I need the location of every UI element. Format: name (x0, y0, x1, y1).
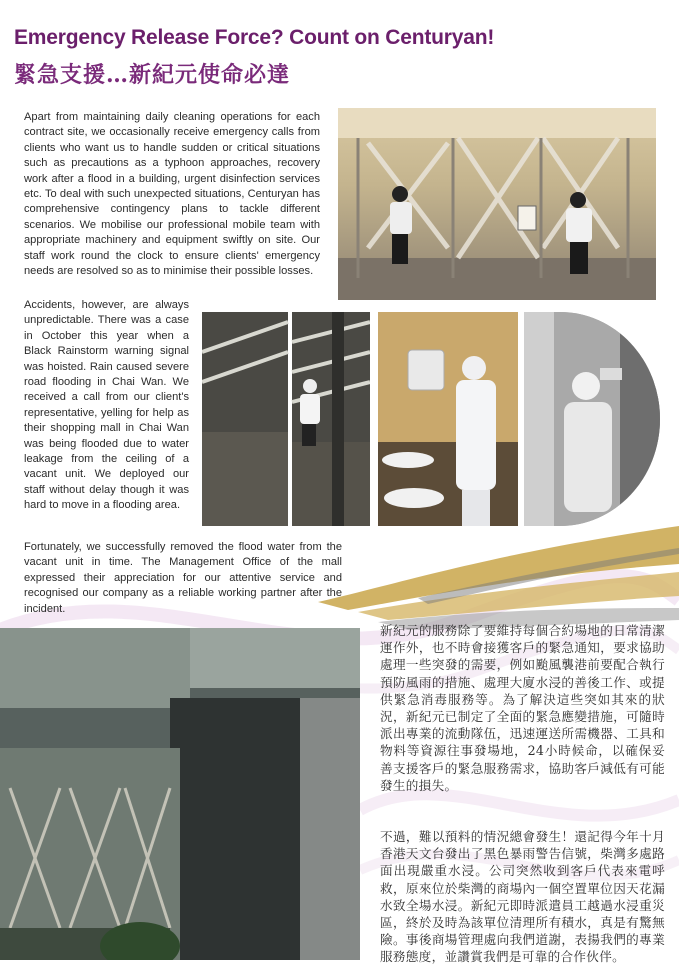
english-paragraph-1: Apart from maintaining daily cleaning operations for each contract site, we occasionally receive emergency calls from clients who want us to handle sudden or critical situations such as precautions as a typhoon approaches, recovery work after a flood in a building, urgent disinfection services etc. To deal with such unexpected situations, Centuryan has comprehensive contingency plans to tackle different scenarios. We mobilise our professional mobile team with appropriate machinery and equipment swiftly on site. Our staff work round the clock to ensure clients' emergency needs are resolved so as to minimise their possible losses. (24, 111, 320, 278)
chinese-paragraph-2: 不過，難以預料的情況總會發生！還記得今年十月香港天文台發出了黑色暴雨警告信號，柴灣多處路面出現嚴重水浸。公司突然收到客戶代表來電呼救，原來位於柴灣的商場內一個空置單位因天花漏水致全場水浸。新紀元即時派遣員工越過水浸重災區，終於及時為該單位清理所有積水，真是有驚無險。事後商場管理處向我們道謝，表揚我們的專業服務態度，並讚賞我們是可靠的合作伙伴。 (380, 829, 665, 965)
english-paragraph-3: Fortunately, we successfully removed the flood water from the vacant unit in time. The Management Office of the mall expressed their appreciation for our attentive service and recognised our company as a reliable working partner after the incident. (24, 541, 342, 615)
chinese-paragraph-1: 新紀元的服務除了要維持每個合約場地的日常清潔運作外，也不時會接獲客戶的緊急通知，要求協助處理一些突發的需要，例如颱風襲港前要配合執行預防風雨的措施、處理大廈水浸的善後工作、或提供緊急消毒服務等。為了解決這些突如其來的狀況，新紀元已制定了全面的緊急應變措施，可隨時派出專業的流動隊伍，迅速運送所需機器、工具和物料等資源往事發場地，24小時候命，以確保妥善支援客戶的緊急服務需求，協助客戶減低有可能發生的損失。 (380, 623, 665, 793)
washroom-disinfection-photo (378, 312, 518, 526)
page-subtitle-chinese: 緊急支援…新紀元使命必達 (14, 62, 291, 88)
staff-cleaning-glass-doors-photo (338, 108, 656, 300)
page-title: Emergency Release Force? Count on Centuryan! (14, 26, 495, 49)
english-paragraph-2: Accidents, however, are always unpredictable. There was a case in October this year when a Black Rainstorm warning signal was hoisted. Rain caused severe road flooding in Chai Wan. We received a call from our client's representative, yelling for help as their shopping mall in Chai Wan was being flooded due to water leakage from the ceiling of a vacant unit. We deployed our staff without delay though it was hard to move in a flooding area. (24, 299, 189, 512)
mall-entrance-photo (0, 628, 360, 960)
staff-wiping-wall-photo (524, 312, 660, 526)
flooded-staircase-photo (202, 312, 370, 526)
